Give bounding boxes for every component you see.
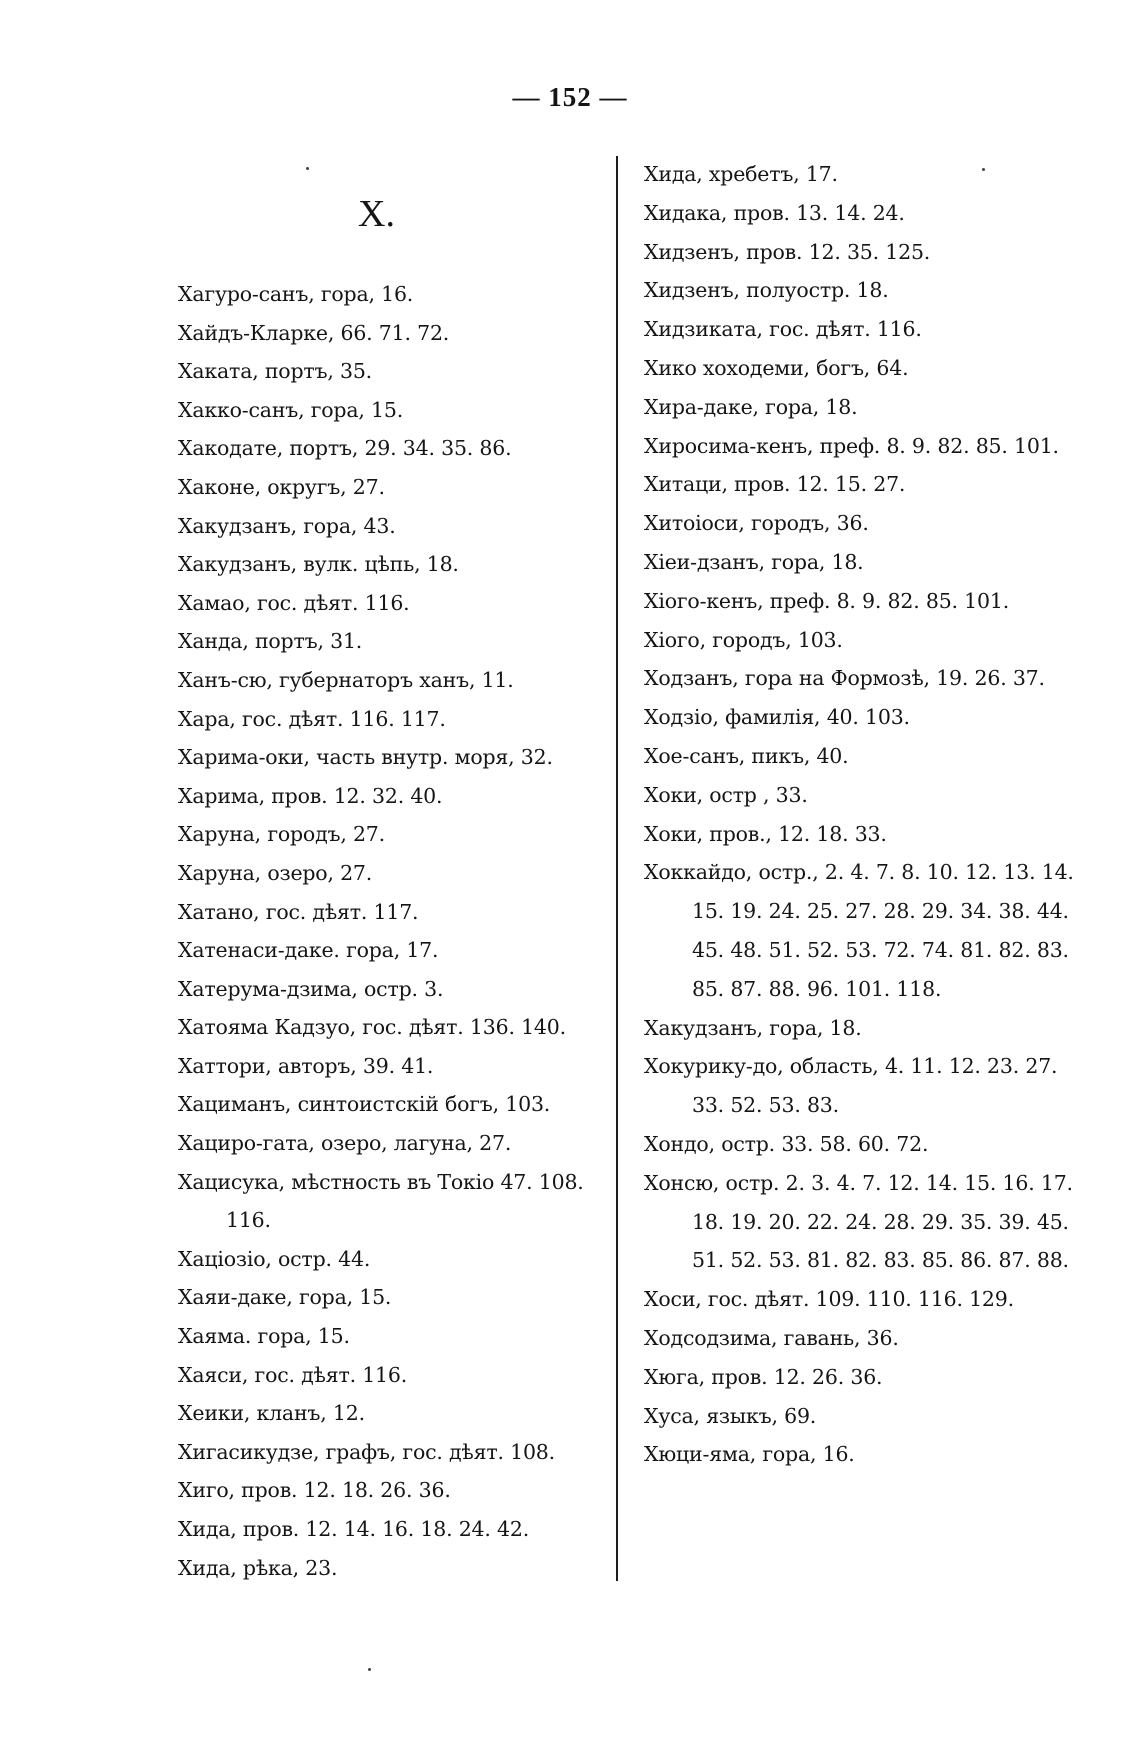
left-index-entry: Хида, пров. 12. 14. 16. 18. 24. 42. <box>178 1517 530 1541</box>
left-index-entry: Хатерума-дзима, остр. 3. <box>178 976 444 1001</box>
right-index-entry: Хико хоходеми, богъ, 64. <box>644 355 909 380</box>
left-index-entry: Хамао, гос. дѣят. 116. <box>178 590 410 615</box>
left-index-entry: Хаціозіо, остр. 44. <box>178 1246 371 1271</box>
right-index-entry: Хокурику-до, область, 4. 11. 12. 23. 27. 33. 52. 53. 83. <box>644 1054 1064 1118</box>
right-index-entry: Хитоіоси, городъ, 36. <box>644 511 869 536</box>
print-speck <box>982 168 985 171</box>
right-index-entry: Ходзіо, фамилія, 40. 103. <box>644 705 910 730</box>
right-index-entry: Хуса, языкъ, 69. <box>644 1403 817 1428</box>
section-letter: X. <box>358 193 395 235</box>
right-index-entry: Хоккайдо, остр., 2. 4. 7. 8. 10. 12. 13. 14. 15. 19. 24. 25. 27. 28. 29. 34. 38. 44. 45. 48. 51. 52. 53. 72. 74. 81. 82. 83. 85. 87. 88. 96. 101. 118. <box>644 860 1081 1001</box>
page-number: — 152 — <box>512 82 628 112</box>
left-index-entry: Хатояма Кадзуо, гос. дѣят. 136. 140. <box>178 1015 566 1040</box>
right-index-entry: Хюга, пров. 12. 26. 36. <box>644 1364 883 1389</box>
right-index-entry: Хоки, пров., 12. 18. 33. <box>644 821 887 846</box>
right-index-entry: Хитаци, пров. 12. 15. 27. <box>644 472 906 497</box>
left-index-entry: Хациро-гата, озеро, лагуна, 27. <box>178 1131 512 1156</box>
left-index-entry: Хеики, кланъ, 12. <box>178 1401 365 1426</box>
print-speck <box>306 167 309 170</box>
right-index-entry: Хоки, остр , 33. <box>644 782 808 807</box>
left-index-entry: Харима-оки, часть внутр. моря, 32. <box>178 745 553 770</box>
right-index-entry: Ходсодзима, гавань, 36. <box>644 1325 899 1350</box>
right-index-entry: Хидзенъ, полуостр. 18. <box>644 278 889 303</box>
right-index-entry: Хидзиката, гос. дѣят. 116. <box>644 317 922 342</box>
left-index-entry: Харуна, озеро, 27. <box>178 860 373 885</box>
left-index-entry: Хаката, портъ, 35. <box>178 359 372 384</box>
left-index-entry: Хаяи-даке, гора, 15. <box>178 1285 392 1310</box>
right-index-column <box>644 155 1081 1474</box>
left-index-entry: Хиго, пров. 12. 18. 26. 36. <box>178 1478 451 1503</box>
right-index-entry: Хиросима-кенъ, преф. 8. 9. 82. 85. 101. <box>644 433 1059 458</box>
left-index-entry: Хаттори, авторъ, 39. 41. <box>178 1053 434 1078</box>
left-index-entry: Хагуро-санъ, гора, 16. <box>178 282 414 306</box>
right-index-entry: Ходзанъ, гора на Формозѣ, 19. 26. 37. <box>644 666 1045 691</box>
left-index-entry: Ханда, портъ, 31. <box>178 629 363 654</box>
left-index-entry: Хигасикудзе, графъ, гос. дѣят. 108. <box>178 1439 555 1464</box>
right-index-entry: Хое-санъ, пикъ, 40. <box>644 743 849 768</box>
right-index-entry: Хіого-кенъ, преф. 8. 9. 82. 85. 101. <box>644 588 1010 613</box>
left-index-entry: Хида, рѣка, 23. <box>178 1555 338 1580</box>
left-index-entry: Хатенаси-даке. гора, 17. <box>178 938 439 963</box>
right-index-entry: Хидака, пров. 13. 14. 24. <box>644 200 905 225</box>
left-index-entry: Хакодате, портъ, 29. 34. 35. 86. <box>178 436 512 461</box>
left-index-entry: Хара, гос. дѣят. 116. 117. <box>178 706 446 731</box>
right-index-entry: Хіого, городъ, 103. <box>644 627 843 652</box>
left-index-entry: Хакко-санъ, гора, 15. <box>178 397 404 422</box>
right-index-entry: Хондо, остр. 33. 58. 60. 72. <box>644 1131 929 1156</box>
left-index-entry: Харима, пров. 12. 32. 40. <box>178 783 443 808</box>
right-index-entry: Хонсю, остр. 2. 3. 4. 7. 12. 14. 15. 16. 17. 18. 19. 20. 22. 24. 28. 29. 35. 39. 45. 51. 52. 53. 81. 82. 83. 85. 86. 87. 88. <box>644 1170 1080 1273</box>
print-speck <box>368 1668 371 1671</box>
left-index-entry: Хайдъ-Кларке, 66. 71. 72. <box>178 320 450 345</box>
left-index-entry: Хаконе, округъ, 27. <box>178 474 385 499</box>
left-index-entry: Хакудзанъ, гора, 43. <box>178 513 396 538</box>
right-index-entry: Хіеи-дзанъ, гора, 18. <box>644 549 864 574</box>
column-divider <box>616 156 618 1581</box>
left-index-column <box>178 275 610 1587</box>
right-index-entry: Хида, хребетъ, 17. <box>644 162 838 186</box>
left-index-entry: Хакудзанъ, вулк. цѣпь, 18. <box>178 552 459 577</box>
right-index-entry: Хакудзанъ, гора, 18. <box>644 1015 862 1040</box>
left-index-entry: Хациманъ, синтоистскій богъ, 103. <box>178 1092 551 1117</box>
left-index-entry: Хатано, гос. дѣят. 117. <box>178 899 419 924</box>
left-index-entry: Хаяси, гос. дѣят. 116. <box>178 1362 408 1387</box>
right-index-entry: Хюци-яма, гора, 16. <box>644 1442 855 1467</box>
left-index-entry: Ханъ-сю, губернаторъ ханъ, 11. <box>178 667 514 692</box>
right-index-entry: Хоси, гос. дѣят. 109. 110. 116. 129. <box>644 1287 1014 1312</box>
left-index-entry: Хацисука, мѣстность въ Токіо 47. 108. 116. <box>178 1169 590 1233</box>
left-index-entry: Хаяма. гора, 15. <box>178 1324 350 1349</box>
right-index-entry: Хидзенъ, пров. 12. 35. 125. <box>644 239 931 264</box>
left-index-entry: Харуна, городъ, 27. <box>178 822 385 847</box>
right-index-entry: Хира-даке, гора, 18. <box>644 394 858 419</box>
